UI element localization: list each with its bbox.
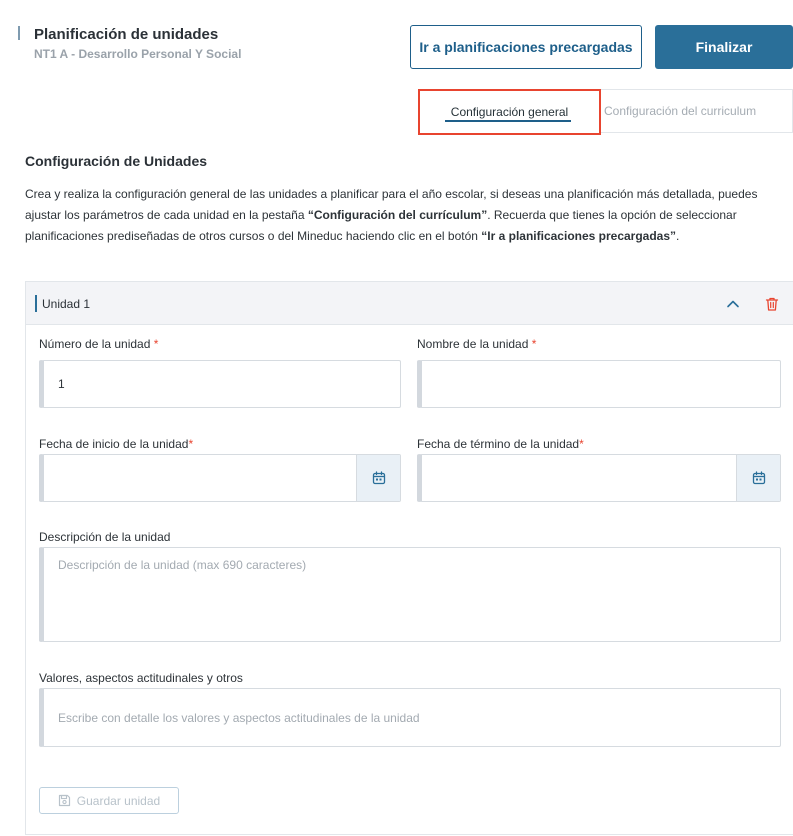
chevron-up-icon[interactable] — [725, 296, 741, 312]
start-date-label — [39, 437, 193, 451]
unit-header-accent — [35, 295, 37, 312]
section-description-part2: . Recuerda que tienes la opción de seleccionar planificaciones prediseñadas de otros cursos o del Mineduc haciendo clic en el botón — [25, 208, 737, 243]
tab-general-config-label: Configuración general — [450, 105, 569, 119]
tab-curriculum-config[interactable]: Configuración del curriculum — [601, 89, 793, 133]
unit-name-input[interactable] — [417, 360, 781, 408]
unit-card — [25, 281, 793, 835]
end-date-label-text: Fecha de término de la unidad — [417, 437, 580, 451]
tabs — [418, 89, 793, 134]
section-description — [25, 184, 785, 247]
section-description-part3: . — [676, 229, 680, 243]
values-placeholder: Escribe con detalle los valores y aspectos actitudinales de la unidad — [58, 711, 420, 725]
header-accent-bar — [18, 26, 20, 40]
start-date-required-mark: * — [188, 437, 194, 451]
description-label: Descripción de la unidad — [39, 530, 171, 544]
start-date-input[interactable] — [39, 454, 401, 502]
end-date-label — [417, 437, 584, 451]
page-title: Planificación de unidades — [34, 26, 219, 43]
end-date-calendar-button[interactable] — [736, 455, 780, 501]
unit-number-input[interactable] — [39, 360, 401, 408]
unit-title: Unidad 1 — [42, 297, 91, 311]
save-unit-button[interactable] — [39, 787, 179, 814]
unit-number-label — [39, 337, 158, 351]
end-date-input[interactable] — [417, 454, 781, 502]
description-textarea[interactable] — [39, 547, 781, 642]
page-subtitle: NT1 A - Desarrollo Personal Y Social — [34, 47, 242, 61]
tab-general-config[interactable] — [418, 89, 601, 135]
trash-icon[interactable] — [764, 296, 780, 312]
section-description-bold1: “Configuración del currículum” — [307, 208, 488, 222]
section-title: Configuración de Unidades — [25, 153, 208, 169]
finish-button[interactable]: Finalizar — [655, 25, 793, 69]
start-date-calendar-button[interactable] — [356, 455, 400, 501]
save-unit-label: Guardar unidad — [76, 793, 161, 808]
start-date-label-text: Fecha de inicio de la unidad — [39, 437, 189, 451]
calendar-icon — [752, 471, 766, 485]
preloaded-plans-button[interactable]: Ir a planificaciones precargadas — [410, 25, 642, 69]
floppy-disk-icon — [58, 794, 71, 807]
unit-number-label-text: Número de la unidad — [39, 337, 151, 351]
active-tab-underline — [445, 120, 571, 122]
unit-name-label — [417, 337, 536, 351]
unit-card-header[interactable] — [26, 282, 793, 325]
unit-number-value: 1 — [58, 377, 65, 391]
values-label: Valores, aspectos actitudinales y otros — [39, 671, 243, 685]
unit-name-required-mark: * — [531, 337, 537, 351]
section-description-part1: Crea y realiza la configuración general de las unidades a planificar para el año escolar, si deseas una planificación más detallada, puedes ajustar los parámetros de cada unidad en la pestaña — [25, 187, 758, 222]
unit-name-label-text: Nombre de la unidad — [417, 337, 529, 351]
description-placeholder: Descripción de la unidad (max 690 caracteres) — [58, 558, 307, 572]
values-textarea[interactable] — [39, 688, 781, 747]
calendar-icon — [372, 471, 386, 485]
section-description-bold2: “Ir a planificaciones precargadas” — [481, 229, 677, 243]
unit-number-required-mark: * — [153, 337, 159, 351]
end-date-required-mark: * — [579, 437, 584, 451]
